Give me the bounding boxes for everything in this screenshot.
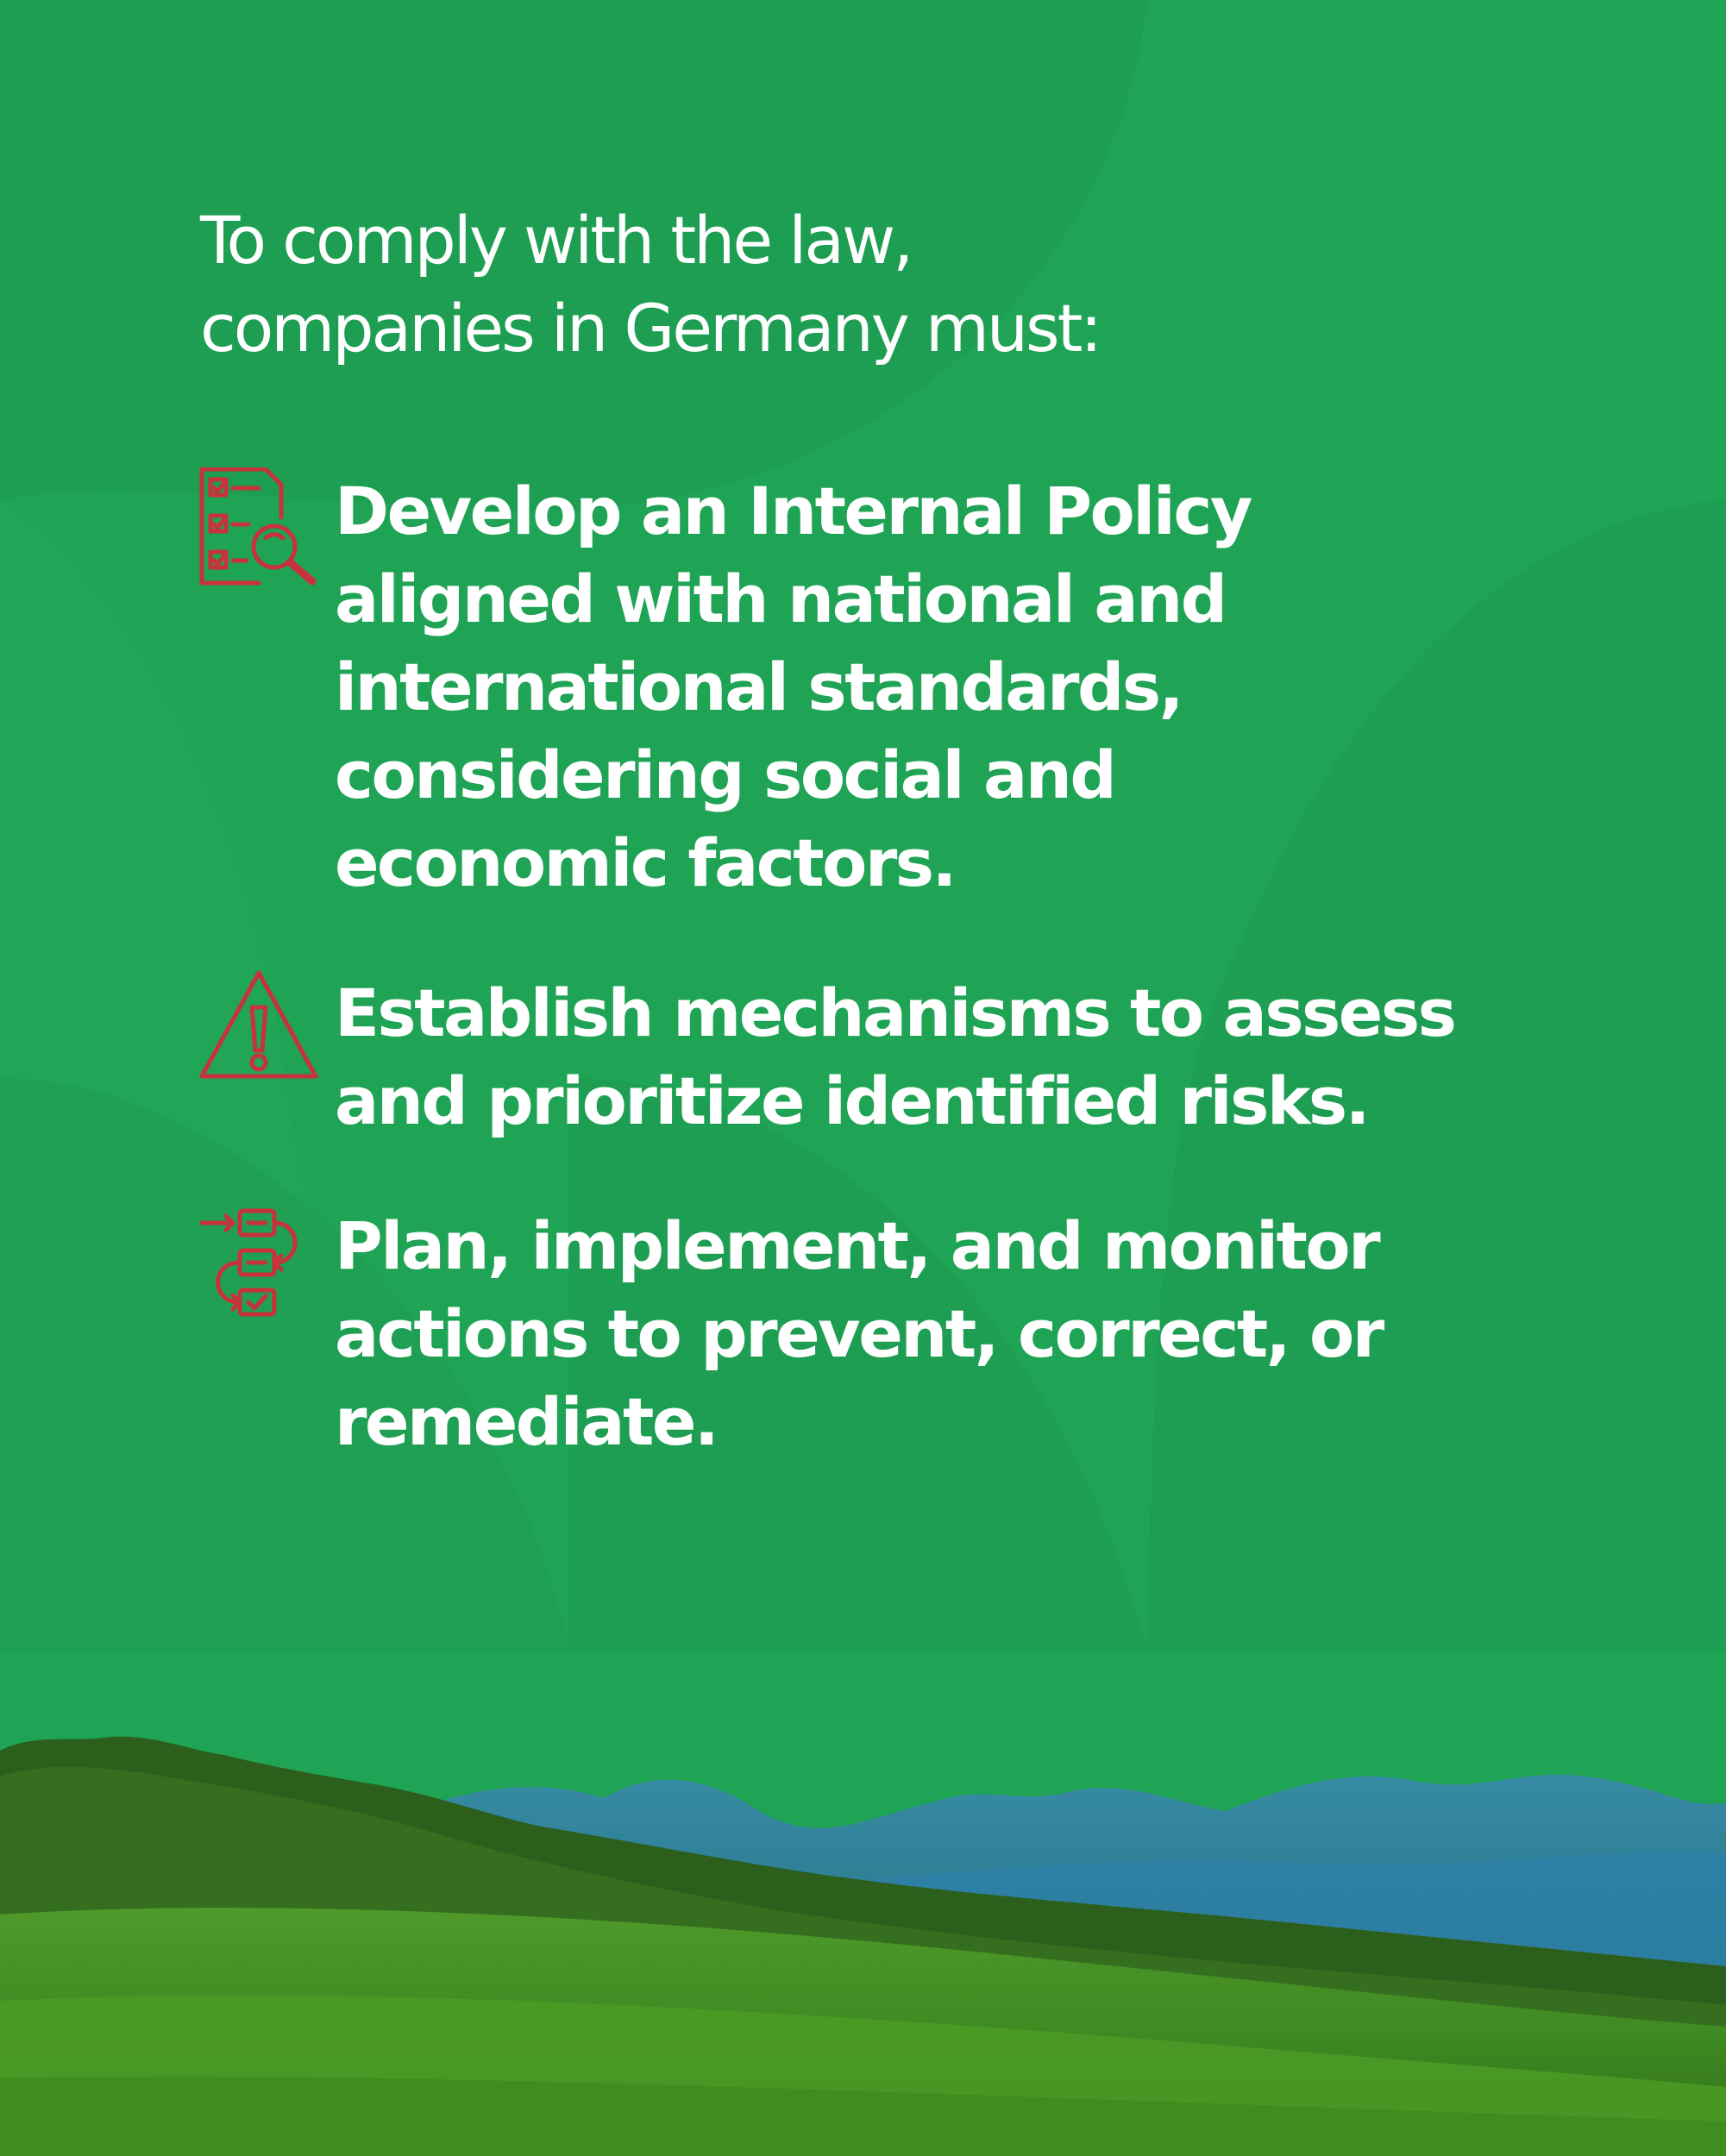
warning-triangle-icon [198, 969, 319, 1081]
text-line: Develop an Internal Policy [335, 473, 1251, 549]
workflow-checklist-icon [198, 1202, 319, 1340]
text-line: remediate. [335, 1383, 718, 1460]
intro-line-1: To comply with the law, [200, 202, 912, 279]
text-line: Plan, implement, and monitor [335, 1207, 1379, 1284]
checklist-magnifier-icon [198, 467, 319, 588]
requirement-text-internal-policy [335, 467, 1629, 907]
intro-line-2: companies in Germany must: [200, 290, 1101, 367]
text-line: considering social and [335, 736, 1115, 813]
requirement-text-action-plan [335, 1202, 1629, 1466]
text-line: international standards, [335, 649, 1183, 725]
text-line: economic factors. [335, 824, 955, 901]
intro-heading [200, 197, 1494, 373]
text-line: aligned with national and [335, 561, 1226, 637]
coffee-plantation-landscape [0, 1716, 1726, 2156]
text-line: and prioritize identified risks. [335, 1062, 1368, 1139]
text-line: actions to prevent, correct, or [335, 1295, 1383, 1372]
text-line: Establish mechanisms to assess [335, 975, 1455, 1051]
requirement-text-risk-assessment [335, 969, 1629, 1145]
